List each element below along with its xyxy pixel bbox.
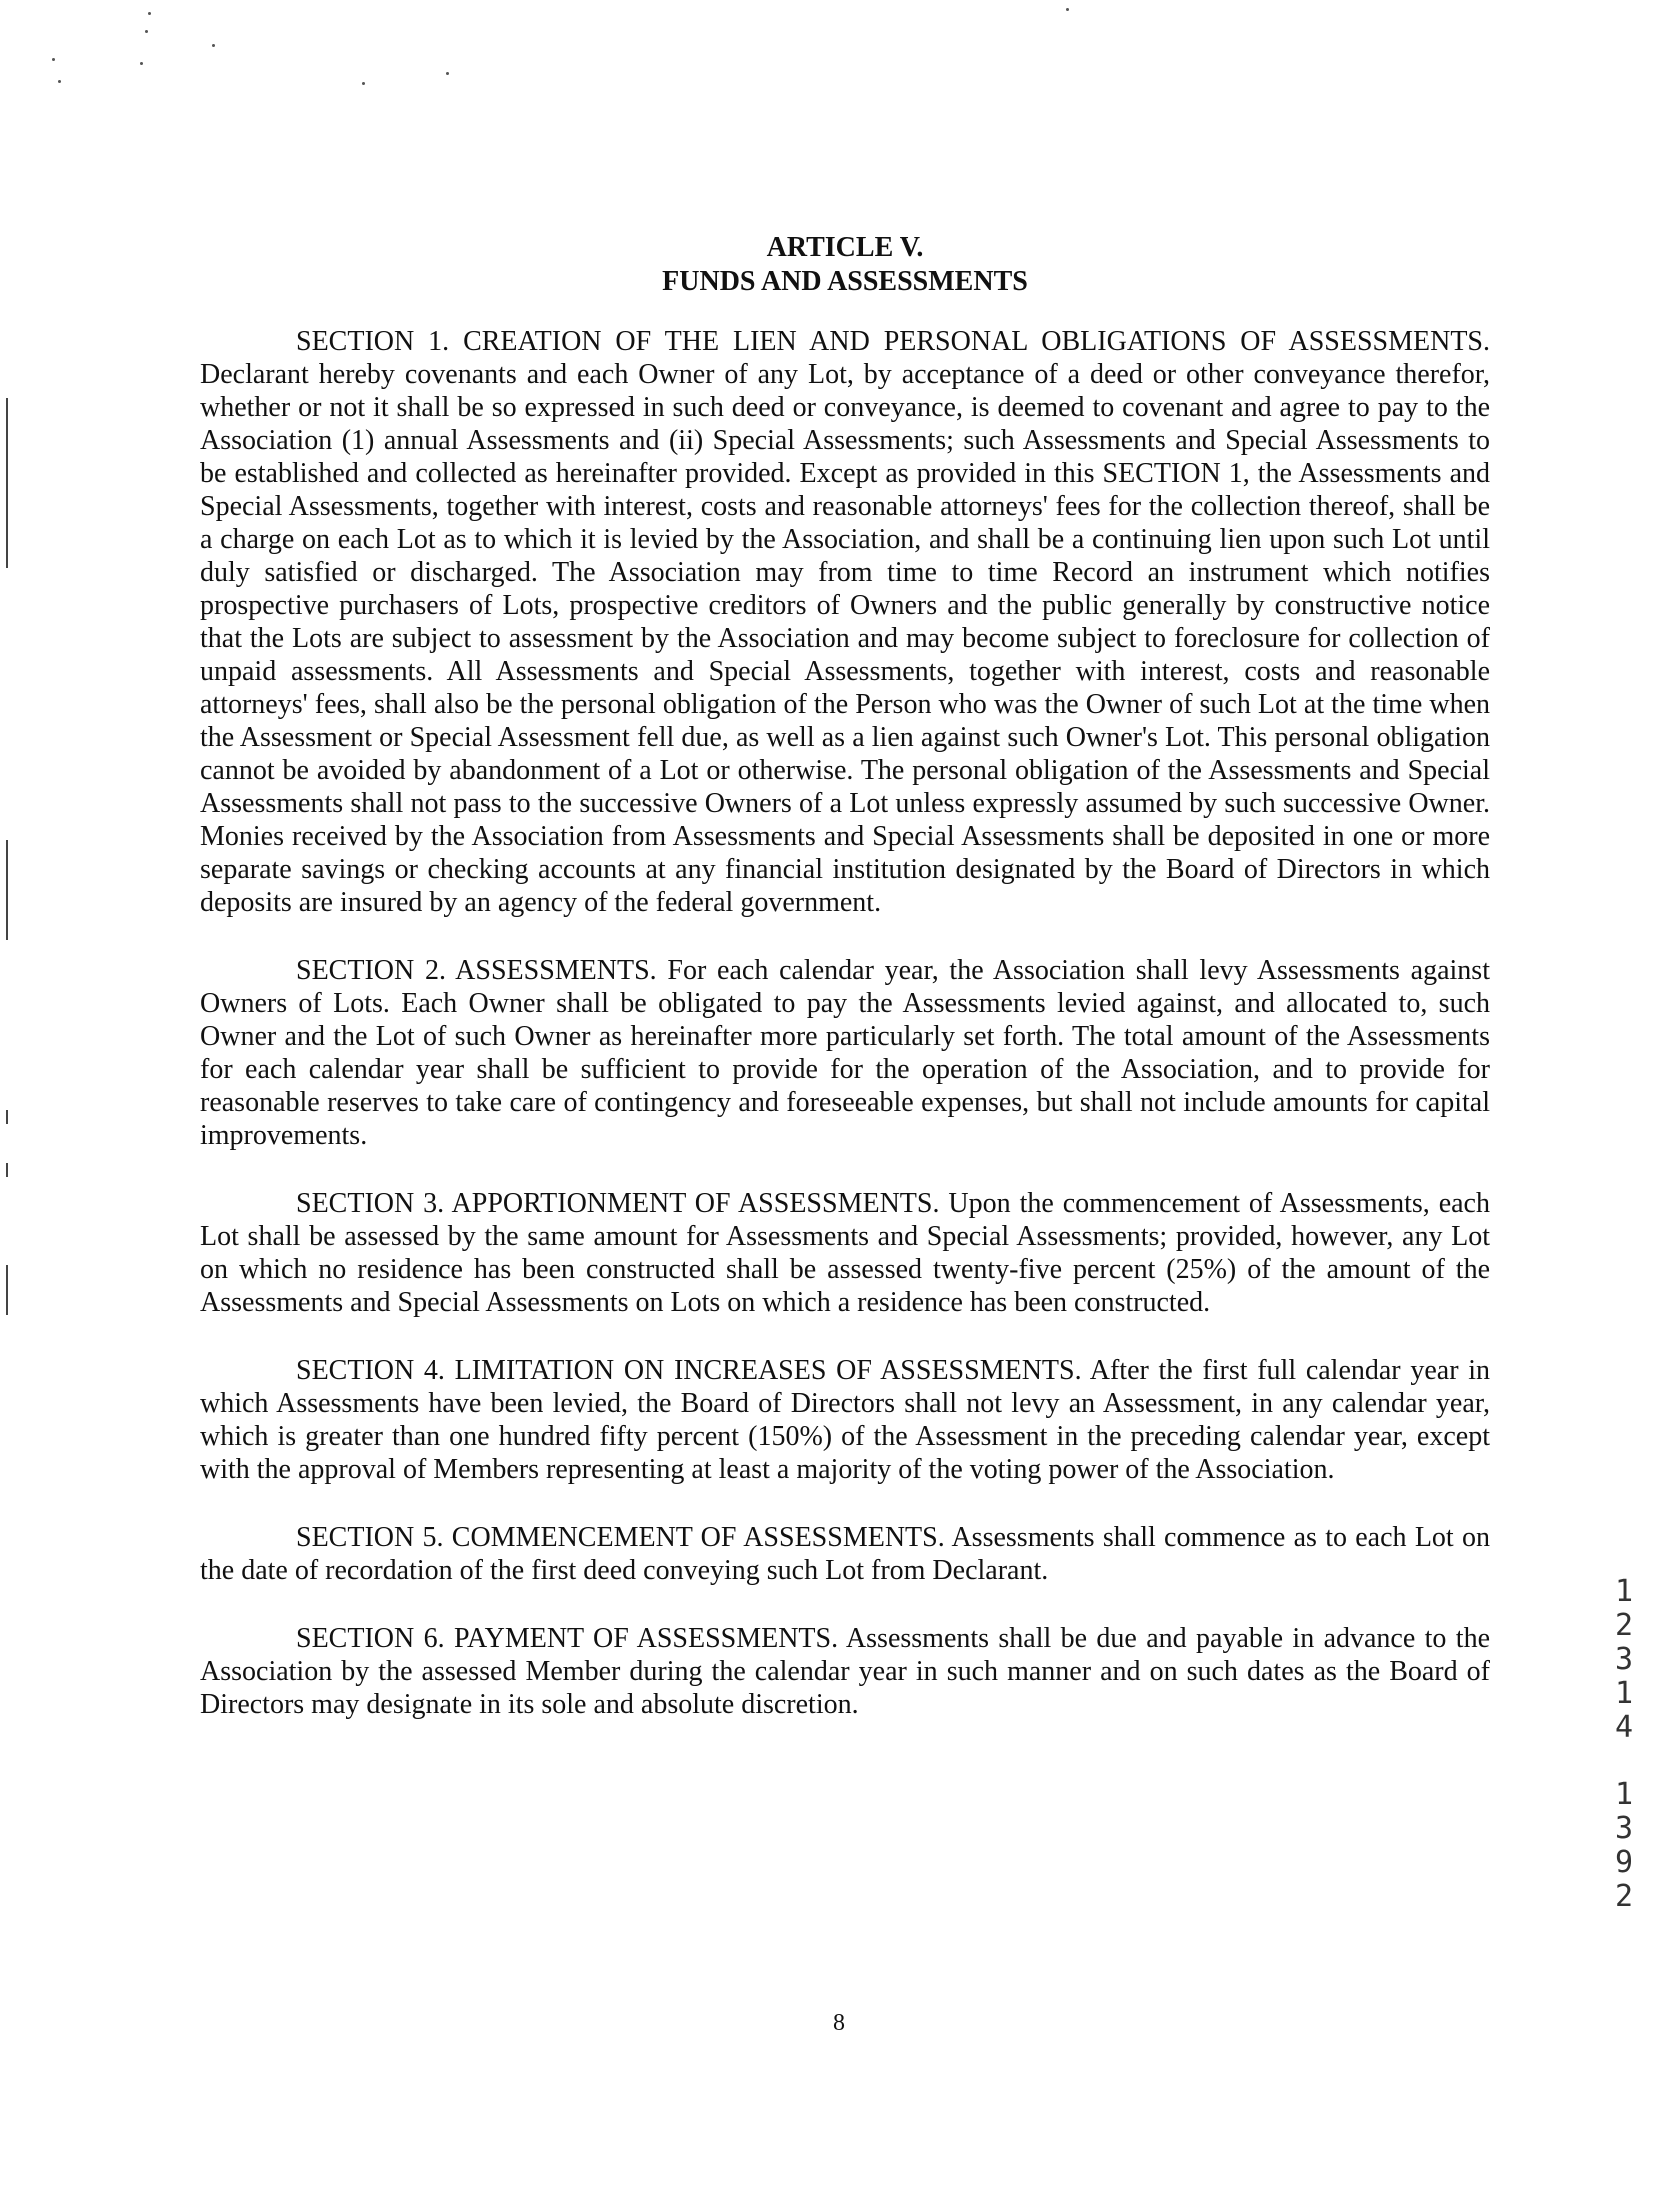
- section-6-paragraph: SECTION 6. PAYMENT OF ASSESSMENTS. Assessments shall be due and payable in advance to the Association by the assessed Member during the calendar year in such manner and on such dates as the Board of Directors may designate in its sole and absolute discretion.: [200, 1623, 1490, 1720]
- margin-stamp-lower: [1604, 1778, 1644, 1914]
- article-heading: [200, 231, 1490, 299]
- stamp-digit: 3: [1614, 1642, 1634, 1677]
- scan-speck: [58, 80, 61, 83]
- article-body: [200, 325, 1490, 1756]
- margin-revision-bar: [6, 1163, 8, 1177]
- stamp-digit: 1: [1614, 1574, 1634, 1609]
- scan-speck: [212, 44, 215, 47]
- scan-speck: [145, 30, 148, 33]
- stamp-digit: 2: [1614, 1879, 1634, 1914]
- article-number: ARTICLE V.: [766, 232, 924, 263]
- scan-speck: [362, 82, 365, 85]
- scan-speck: [140, 62, 143, 65]
- stamp-digit: 1: [1614, 1676, 1634, 1711]
- section-3-paragraph: SECTION 3. APPORTIONMENT OF ASSESSMENTS. Upon the commencement of Assessments, each Lot shall be assessed by the same amount for Assessments and Special Assessments; provided, however, any Lot on which no residence has been constructed shall be assessed twenty-five percent (25%) of the amount of the Assessments and Special Assessments on Lots on which a residence has been constructed.: [200, 1188, 1490, 1318]
- scan-speck: [446, 72, 449, 75]
- section-1-paragraph: SECTION 1. CREATION OF THE LIEN AND PERSONAL OBLIGATIONS OF ASSESSMENTS. Declarant hereby covenants and each Owner of any Lot, by acceptance of a deed or other conveyance therefor, whether or not it shall be so expressed in such deed or conveyance, is deemed to covenant and agree to pay to the Association (1) annual Assessments and (ii) Special Assessments; such Assessments and Special Assessments to be established and collected as hereinafter provided. Except as provided in this SECTION 1, the Assessments and Special Assessments, together with interest, costs and reasonable attorneys' fees for the collection thereof, shall be a charge on each Lot as to which it is levied by the Association, and shall be a continuing lien upon such Lot until duly satisfied or discharged. The Association may from time to time Record an instrument which notifies prospective purchasers of Lots, prospective creditors of Owners and the public generally by constructive notice that the Lots are subject to assessment by the Association and may become subject to foreclosure for collection of unpaid assessments. All Assessments and Special Assessments, together with interest, costs and reasonable attorneys' fees, shall also be the personal obligation of the Person who was the Owner of such Lot at the time when the Assessment or Special Assessment fell due, as well as a lien against such Owner's Lot. This personal obligation cannot be avoided by abandonment of a Lot or otherwise. The personal obligation of the Assessments and Special Assessments shall not pass to the successive Owners of a Lot unless expressly assumed by such successive Owner. Monies received by the Association from Assessments and Special Assessments shall be deposited in one or more separate savings or checking accounts at any financial institution designated by the Board of Directors in which deposits are insured by an agency of the federal government.: [200, 326, 1490, 918]
- margin-revision-bar: [6, 398, 8, 568]
- margin-stamp-upper: [1604, 1575, 1644, 1745]
- scan-speck: [52, 58, 55, 61]
- margin-revision-bar: [6, 1110, 8, 1124]
- section-2-paragraph: SECTION 2. ASSESSMENTS. For each calendar year, the Association shall levy Assessments against Owners of Lots. Each Owner shall be obligated to pay the Assessments levied against, and allocated to, such Owner and the Lot of such Owner as hereinafter more particularly set forth. The total amount of the Assessments for each calendar year shall be sufficient to provide for the operation of the Association, and to provide for reasonable reserves to take care of contingency and foreseeable expenses, but shall not include amounts for capital improvements.: [200, 955, 1490, 1151]
- stamp-digit: 4: [1614, 1710, 1634, 1745]
- stamp-digit: 1: [1614, 1777, 1634, 1812]
- section-4-paragraph: SECTION 4. LIMITATION ON INCREASES OF ASSESSMENTS. After the first full calendar year in which Assessments have been levied, the Board of Directors shall not levy an Assessment, in any calendar year, which is greater than one hundred fifty percent (150%) of the Assessment in the preceding calendar year, except with the approval of Members representing at least a majority of the voting power of the Association.: [200, 1355, 1490, 1485]
- scan-speck: [1066, 8, 1069, 11]
- stamp-digit: 9: [1614, 1845, 1634, 1880]
- stamp-digit: 3: [1614, 1811, 1634, 1846]
- article-title: FUNDS AND ASSESSMENTS: [662, 266, 1028, 297]
- scan-speck: [148, 12, 151, 15]
- margin-revision-bar: [6, 840, 8, 940]
- page-number: 8: [833, 2010, 845, 2036]
- margin-revision-bar: [6, 1265, 8, 1315]
- stamp-digit: 2: [1614, 1608, 1634, 1643]
- section-5-paragraph: SECTION 5. COMMENCEMENT OF ASSESSMENTS. Assessments shall commence as to each Lot on the date of recordation of the first deed conveying such Lot from Declarant.: [200, 1522, 1490, 1586]
